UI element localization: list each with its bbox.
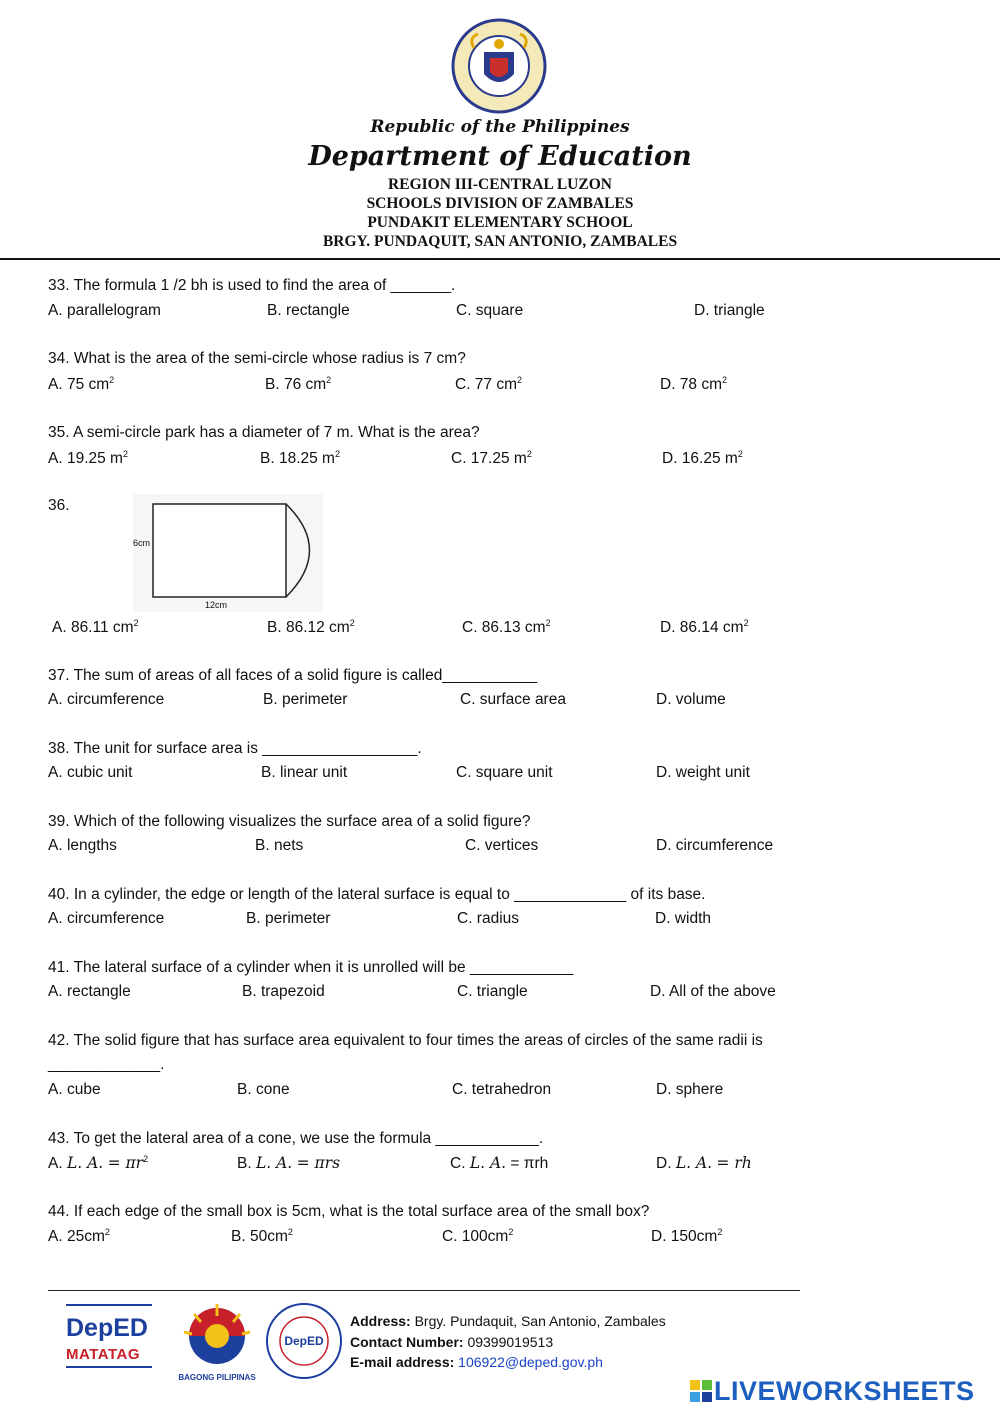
question-36: 36. — [48, 497, 70, 514]
question-44: 44. If each edge of the small box is 5cm, what is the total surface area of the small box? — [48, 1203, 650, 1220]
question-35: 35. A semi-circle park has a diameter of 7 m. What is the area? — [48, 424, 480, 441]
question-42: 42. The solid figure that has surface area equivalent to four times the areas of circles of the same radii is — [48, 1032, 763, 1049]
option-38-d: D. weight unit — [656, 764, 750, 781]
option-43-a: A. L. A. = $\pi r^2$ — [48, 1154, 149, 1173]
school-seal — [265, 1302, 343, 1380]
question-34: 34. What is the area of the semi-circle whose radius is 7 cm? — [48, 350, 466, 367]
option-36-d: D. 86.14 $cm^2$ — [660, 618, 749, 637]
option-36-a: A. 86.11 $cm^2$ — [52, 618, 139, 637]
region-line: REGION III-CENTRAL LUZON — [388, 176, 612, 193]
republic-title: Republic of the Philippines — [370, 117, 630, 137]
option-43-b: B. L. A. = πrs — [237, 1154, 341, 1172]
division-line: SCHOOLS DIVISION OF ZAMBALES — [366, 195, 634, 212]
question-39: 39. Which of the following visualizes the surface area of a solid figure? — [48, 813, 531, 830]
option-34-c: C. 77 $cm^2$ — [455, 375, 523, 394]
school-line: PUNDAKIT ELEMENTARY SCHOOL — [367, 214, 633, 231]
footer-contact: Contact Number: 09399019513 — [350, 1334, 554, 1350]
matatag-text: MATATAG — [66, 1346, 141, 1363]
option-39-d: D. circumference — [656, 837, 774, 854]
option-34-b: B. 76 $cm^2$ — [265, 375, 332, 394]
email-link[interactable]: 106922@deped.gov.ph — [458, 1354, 603, 1370]
option-33-a: A. parallelogram — [48, 302, 161, 319]
option-40-c: C. radius — [457, 910, 520, 927]
option-41-a: A. rectangle — [48, 983, 131, 1000]
option-42-c: C. tetrahedron — [452, 1081, 552, 1098]
question-37: 37. The sum of areas of all faces of a solid figure is called___________ — [48, 667, 538, 684]
option-40-d: D. width — [655, 910, 711, 927]
option-40-b: B. perimeter — [246, 910, 331, 927]
option-37-d: D. volume — [656, 691, 726, 708]
question-41: 41. The lateral surface of a cylinder when it is unrolled will be ____________ — [48, 959, 574, 976]
option-41-b: B. trapezoid — [242, 983, 325, 1000]
option-38-b: B. linear unit — [261, 764, 348, 781]
option-37-b: B. perimeter — [263, 691, 348, 708]
option-35-a: A. 19.25 $m^2$ — [48, 449, 128, 468]
option-44-c: C. $100cm^2$ — [442, 1227, 514, 1246]
footer-address: Address: Brgy. Pundaquit, San Antonio, Zambales — [350, 1313, 666, 1329]
option-35-b: B. 18.25 $m^2$ — [260, 449, 340, 468]
option-33-d: D. triangle — [694, 302, 765, 319]
question-40: 40. In a cylinder, the edge or length of the lateral surface is equal to _____________ of its base. — [48, 886, 706, 903]
option-44-d: D. $150cm^2$ — [651, 1227, 723, 1246]
option-37-a: A. circumference — [48, 691, 165, 708]
option-41-c: C. triangle — [457, 983, 528, 1000]
option-42-d: D. sphere — [656, 1081, 724, 1098]
rectangle-semicircle-figure — [133, 494, 323, 612]
option-37-c: C. surface area — [460, 691, 566, 708]
figure-36 — [133, 494, 323, 612]
department-title: Department of Education — [308, 141, 692, 172]
question-43: 43. To get the lateral area of a cone, we use the formula ____________. — [48, 1130, 544, 1147]
option-36-b: B. 86.12 $cm^2$ — [267, 618, 355, 637]
option-44-b: B. $50cm^2$ — [231, 1227, 293, 1246]
option-43-c: C. L. A. = πrh — [450, 1154, 549, 1172]
address-line: BRGY. PUNDAQUIT, SAN ANTONIO, ZAMBALES — [322, 233, 678, 250]
option-44-a: A. $25cm^2$ — [48, 1227, 110, 1246]
question-33: 33. The formula 1 /2 bh is used to find the area of _______. — [48, 277, 456, 294]
deped-matatag-logo — [66, 1304, 154, 1380]
liveworksheets-text: LIVEWORKSHEETS — [714, 1376, 975, 1406]
figure-width-label: 12cm — [205, 600, 228, 610]
option-39-c: C. vertices — [465, 837, 539, 854]
bagong-pilipinas-emblem-icon — [174, 1302, 260, 1368]
question-38: 38. The unit for surface area is __________________. — [48, 740, 422, 757]
footer-divider — [48, 1290, 800, 1291]
footer-email: E-mail address: 106922@deped.gov.ph — [350, 1354, 603, 1370]
option-38-a: A. cubic unit — [48, 764, 133, 781]
option-43-d: D. L. A. = rh — [656, 1154, 752, 1172]
option-34-a: A. 75 $cm^2$ — [48, 375, 115, 394]
svg-text:DepED: DepED — [284, 1334, 324, 1348]
bagong-pilipinas-text: BAGONG PILIPINAS — [178, 1373, 256, 1382]
option-42-b: B. cone — [237, 1081, 290, 1098]
option-33-b: B. rectangle — [267, 302, 350, 319]
option-35-d: D. 16.25 $m^2$ — [662, 449, 743, 468]
bagong-pilipinas-logo — [174, 1302, 260, 1380]
figure-height-label: 6cm — [133, 538, 151, 548]
option-33-c: C. square — [456, 302, 524, 319]
option-36-c: C. 86.13 $cm^2$ — [462, 618, 551, 637]
option-38-c: C. square unit — [456, 764, 553, 781]
option-39-a: A. lengths — [48, 837, 117, 854]
option-42-a: A. cube — [48, 1081, 101, 1098]
option-35-c: C. 17.25 $m^2$ — [451, 449, 532, 468]
deped-logo-text: DepED — [66, 1314, 148, 1342]
question-42-blank: _____________. — [48, 1056, 165, 1073]
liveworksheets-grid-icon — [690, 1380, 712, 1402]
deped-seal-icon — [448, 18, 550, 114]
option-41-d: D. All of the above — [650, 983, 776, 1000]
option-39-b: B. nets — [255, 837, 304, 854]
school-seal-icon — [265, 1302, 343, 1380]
header-divider — [0, 258, 1000, 260]
option-40-a: A. circumference — [48, 910, 165, 927]
option-34-d: D. 78 $cm^2$ — [660, 375, 728, 394]
